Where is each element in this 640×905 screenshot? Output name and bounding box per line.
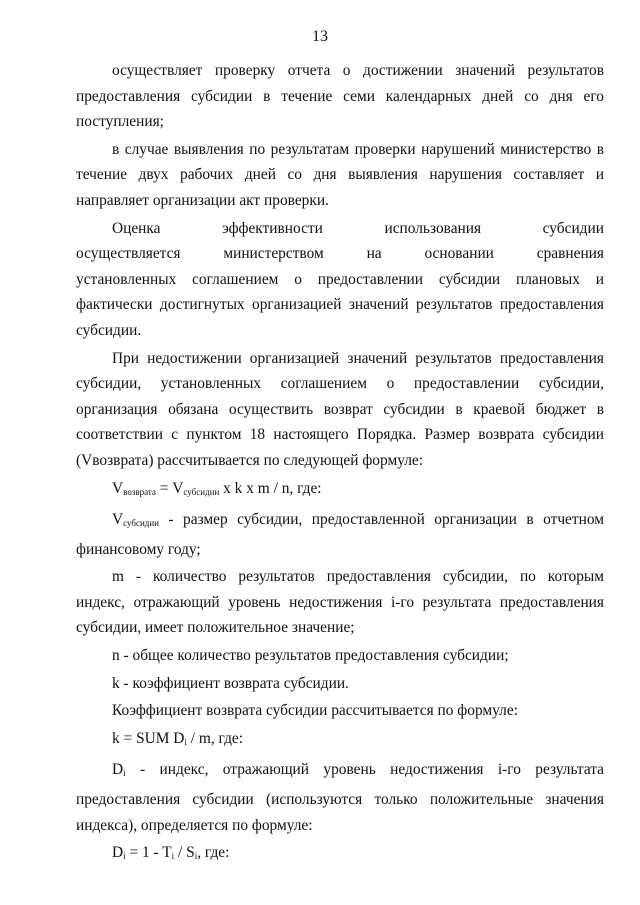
text-line: индекс, отражающий уровень недостижения i-го результата предоставления (76, 593, 604, 611)
text-line: Оценка эффективности использования субсидии (112, 219, 604, 237)
page-number: 13 (312, 28, 328, 45)
text-line: течение двух рабочих дней со дня выявления нарушения составляет и (76, 166, 604, 184)
formula-subscript: субсидии (183, 486, 220, 497)
text-line-rest: - индекс, отражающий уровень недостижения i-го результата (125, 761, 604, 779)
text-line-rest: - размер субсидии, предоставленной организации в отчетном (158, 511, 604, 529)
text-line: финансовому году; (76, 540, 201, 558)
text-line: установленных соглашением о предоставлении субсидии плановых и (76, 270, 604, 288)
formula-part: = V (155, 479, 184, 497)
formula-part: D (112, 761, 124, 779)
text-line: осуществляется министерством на основании сравнения (76, 245, 604, 263)
formula-subscript: возврата (123, 486, 156, 497)
paragraph-violations (76, 137, 604, 214)
text-line: m - количество результатов предоставления субсидии, по которым (112, 568, 604, 586)
paragraph-v-subsidy-definition (76, 507, 604, 562)
text-line: осуществляет проверку отчета о достижении значений результатов (112, 62, 604, 79)
text-line: организация обязана осуществить возврат субсидии в краевой бюджет в (76, 400, 604, 418)
text-line: соответствии с пунктом 18 настоящего Порядка. Размер возврата субсидии (76, 426, 604, 444)
text-line: в случае выявления по результатам проверки нарушений министерство в (112, 140, 604, 158)
formula-part: V (112, 479, 124, 497)
formula-part: / m, где: (186, 729, 244, 747)
formula-subscript: субсидии (123, 518, 159, 529)
text-line (76, 757, 604, 787)
formula-k (76, 726, 604, 756)
formula-subscript: i (171, 851, 175, 862)
paragraph-d-definition (76, 757, 604, 838)
text-line: предоставления субсидии в течение семи календарных дней со дня его (76, 87, 604, 105)
text-line: субсидии, установленных соглашением о предоставлении субсидии, (76, 375, 604, 393)
formula-subscript: i (184, 736, 187, 747)
paragraph-k-formula-intro: Коэффициент возврата субсидии рассчитывается по формуле: (112, 702, 518, 720)
formula-refund-amount (76, 476, 604, 506)
paragraph-n-definition: n - общее количество результатов предоставления субсидии; (112, 647, 509, 665)
formula-d (76, 840, 604, 870)
text-line: предоставления субсидии (используются только положительные значения (76, 791, 604, 809)
text-line: субсидии. (76, 321, 142, 339)
text-line: фактически достигнутых организацией значений результатов предоставления (76, 296, 604, 314)
text-line: При недостижении организацией значений результатов предоставления (112, 349, 604, 367)
text-line: (Vвозврата) рассчитывается по следующей формуле: (76, 451, 423, 469)
formula-part: = 1 - T (125, 844, 172, 862)
text-line (76, 507, 604, 537)
formula-part: V (112, 511, 124, 529)
paragraph-refund-obligation (76, 346, 604, 474)
formula-subscript: i (194, 851, 198, 862)
formula-part: D (112, 844, 124, 862)
paragraph-report-check (76, 58, 604, 135)
paragraph-efficiency-evaluation (76, 216, 604, 344)
text-line: поступления; (76, 113, 164, 131)
formula-subscript: i (123, 768, 126, 779)
formula-part: , где: (197, 844, 230, 862)
formula-part: x k x m / n, где: (219, 479, 322, 497)
paragraph-m-definition (76, 564, 604, 641)
text-line: индекса), определяется по формуле: (76, 816, 313, 834)
text-line: направляет организации акт проверки. (76, 191, 329, 209)
formula-subscript: i (123, 851, 126, 862)
formula-part: / S (174, 844, 195, 862)
paragraph-k-definition: k - коэффициент возврата субсидии. (112, 674, 349, 692)
formula-part: k = SUM D (112, 729, 185, 747)
document-body (76, 58, 604, 872)
text-line: субсидии, имеет положительное значение; (76, 619, 355, 637)
